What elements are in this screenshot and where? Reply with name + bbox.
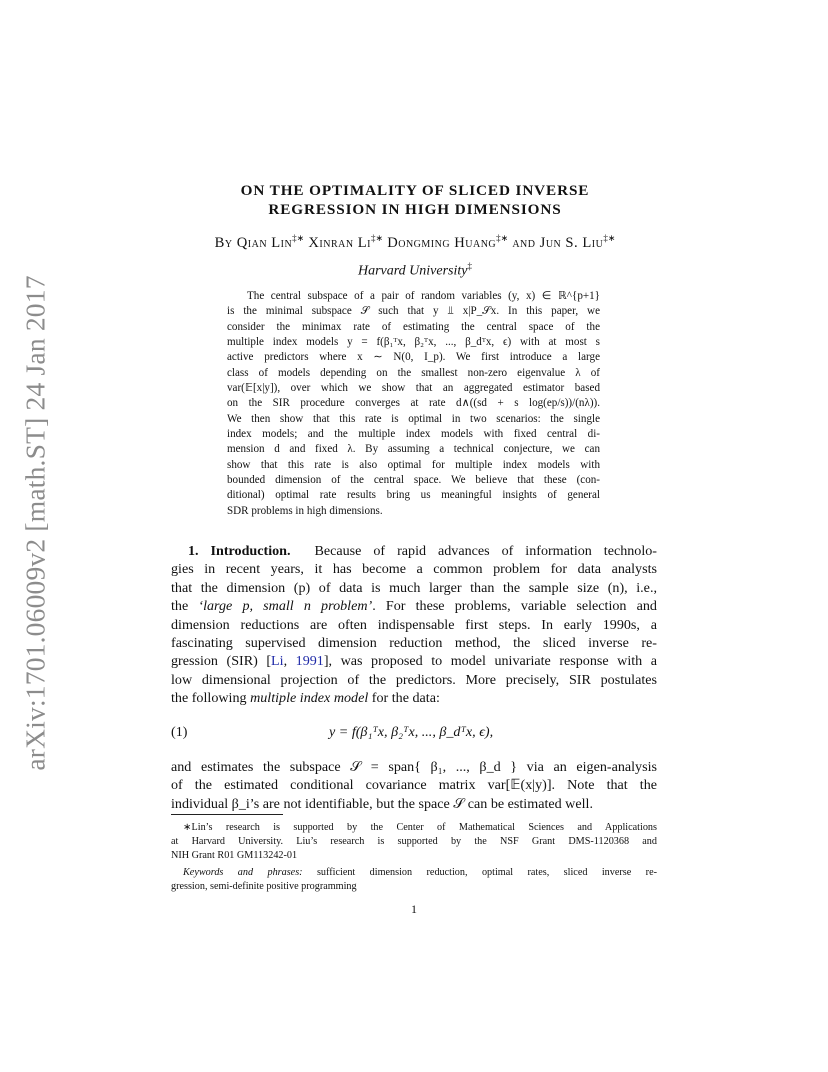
keywords-text: sufficient dimension reduction, optimal rates, sliced inverse re- <box>302 866 657 878</box>
author-3-mark: ‡∗ <box>496 233 509 243</box>
author-3: Dongming Huang <box>387 234 497 251</box>
intro-line: dimension reductions are often indispensable first steps. In early 1990s, a <box>171 616 657 633</box>
abstract <box>227 289 600 519</box>
intro-line <box>171 542 657 560</box>
intro-emphasis: ‘large p, small n problem’ <box>198 598 373 615</box>
keywords-label: Keywords and phrases: <box>183 866 303 878</box>
body-line: individual β_i’s are not identifiable, but the space 𝒮 can be estimated well. <box>171 795 593 812</box>
intro-text: . For these problems, variable selection and <box>372 598 657 615</box>
post-equation-text <box>171 758 657 813</box>
abstract-line: SDR problems in high dimensions. <box>227 504 383 517</box>
author-1: Qian Lin <box>236 234 293 251</box>
abstract-line: We then show that this rate is optimal in two scenarios: the single <box>227 412 600 425</box>
title-line-1: ON THE OPTIMALITY OF SLICED INVERSE <box>240 182 590 199</box>
authors-and: and <box>508 234 540 251</box>
intro-emphasis: multiple index model <box>250 690 369 707</box>
intro-text: ], was proposed to model univariate response with a <box>323 653 658 670</box>
intro-line <box>171 652 657 670</box>
intro-line: low dimensional projection of the predictors. More precisely, SIR postulates <box>171 671 657 688</box>
intro-text: , <box>283 653 296 670</box>
abstract-line: index models; and the multiple index models with fixed central di- <box>227 428 600 441</box>
intro-line <box>171 689 657 707</box>
keywords-line <box>171 866 657 880</box>
abstract-line: active predictors where x ∼ N(0, I_p). We first introduce a large <box>227 351 600 364</box>
citation-link-author[interactable]: Li <box>271 653 284 670</box>
affiliation-name: Harvard University <box>357 263 468 279</box>
abstract-line: show that this rate is also optimal for multiple index models with <box>227 458 600 471</box>
intro-section <box>171 542 657 708</box>
abstract-line: bounded dimension of the central space. We believe that these (con- <box>227 474 600 487</box>
intro-line: gies in recent years, it has become a common problem for data analysts <box>171 561 657 578</box>
abstract-line: The central subspace of a pair of random variables (y, x) ∈ ℝ^{p+1} <box>247 290 600 302</box>
arxiv-stamp <box>15 275 57 771</box>
intro-text: the <box>171 598 199 615</box>
title-line-2: REGRESSION IN HIGH DIMENSIONS <box>268 201 562 218</box>
equation-text: y = f(β₁ᵀx, β₂ᵀx, ..., β_dᵀx, ϵ), <box>329 724 494 740</box>
authors <box>150 233 680 252</box>
equation-1 <box>171 724 657 744</box>
intro-line: that the dimension (p) of data is much larger than the sample size (n), i.e., <box>171 579 657 596</box>
citation-link-year[interactable]: 1991 <box>295 653 324 670</box>
arxiv-stamp-text: arXiv:1701.06009v2 [math.ST] 24 Jan 2017 <box>20 275 51 771</box>
footnotes <box>171 821 657 894</box>
equation-number: (1) <box>171 724 188 740</box>
abstract-line: on the SIR procedure converges at rate d∧((sd + s log(ep/s))/(nλ)). <box>227 397 600 410</box>
intro-line <box>171 597 657 615</box>
abstract-line: is the minimal subspace 𝒮 such that y ⫫ x|P_𝒮x. In this paper, we <box>227 305 600 318</box>
body-line: and estimates the subspace 𝒮 = span{ β₁, ..., β_d } via an eigen-analysis <box>171 759 657 775</box>
footnote-line: ∗Lin’s research is supported by the Center of Mathematical Sciences and Applications <box>183 822 657 833</box>
author-2-mark: ‡∗ <box>370 233 384 243</box>
body-line: of the estimated conditional covariance matrix var[𝔼(x|y)]. Note that the <box>171 777 657 794</box>
footnote-line: at Harvard University. Liu’s research is supported by the NSF Grant DMS-1120368 and <box>171 836 657 848</box>
footnote-rule <box>171 814 283 815</box>
abstract-line: var(𝔼[x|y]), over which we show that an aggregated estimator based <box>227 382 600 395</box>
abstract-line: class of models depending on the smallest non-zero eigenvalue λ of <box>227 366 600 379</box>
authors-prefix: By <box>214 234 237 251</box>
intro-text: gression (SIR) [ <box>171 653 272 670</box>
abstract-line: multiple index models y = f(β₁ᵀx, β₂ᵀx, ..., β_dᵀx, ϵ) with at most s <box>227 336 600 349</box>
author-2: Xinran Li <box>308 234 371 251</box>
intro-text: Because of rapid advances of information technolo- <box>314 543 658 559</box>
abstract-line: consider the minimax rate of estimating the central space of the <box>227 320 600 333</box>
keywords-line: gression, semi-definite positive programming <box>171 880 357 892</box>
abstract-line: mension d and fixed λ. By assuming a technical conjecture, we can <box>227 443 600 456</box>
abstract-line: ditional) optimal rate results bring us meaningful insights of general <box>227 489 600 502</box>
paper-title <box>150 181 680 219</box>
page-number: 1 <box>411 902 417 916</box>
affiliation-mark: ‡ <box>467 261 473 271</box>
footnote-line: NIH Grant R01 GM113242-01 <box>171 850 298 862</box>
affiliation <box>150 261 680 280</box>
section-heading: 1. Introduction. <box>188 543 291 559</box>
intro-text: for the data: <box>368 690 440 707</box>
author-4: Jun S. Liu <box>539 234 604 251</box>
author-4-mark: ‡∗ <box>603 233 616 243</box>
intro-text: the following <box>171 690 251 707</box>
intro-line: fascinating supervised dimension reduction method, the sliced inverse re- <box>171 635 657 652</box>
author-1-mark: ‡∗ <box>292 233 305 243</box>
